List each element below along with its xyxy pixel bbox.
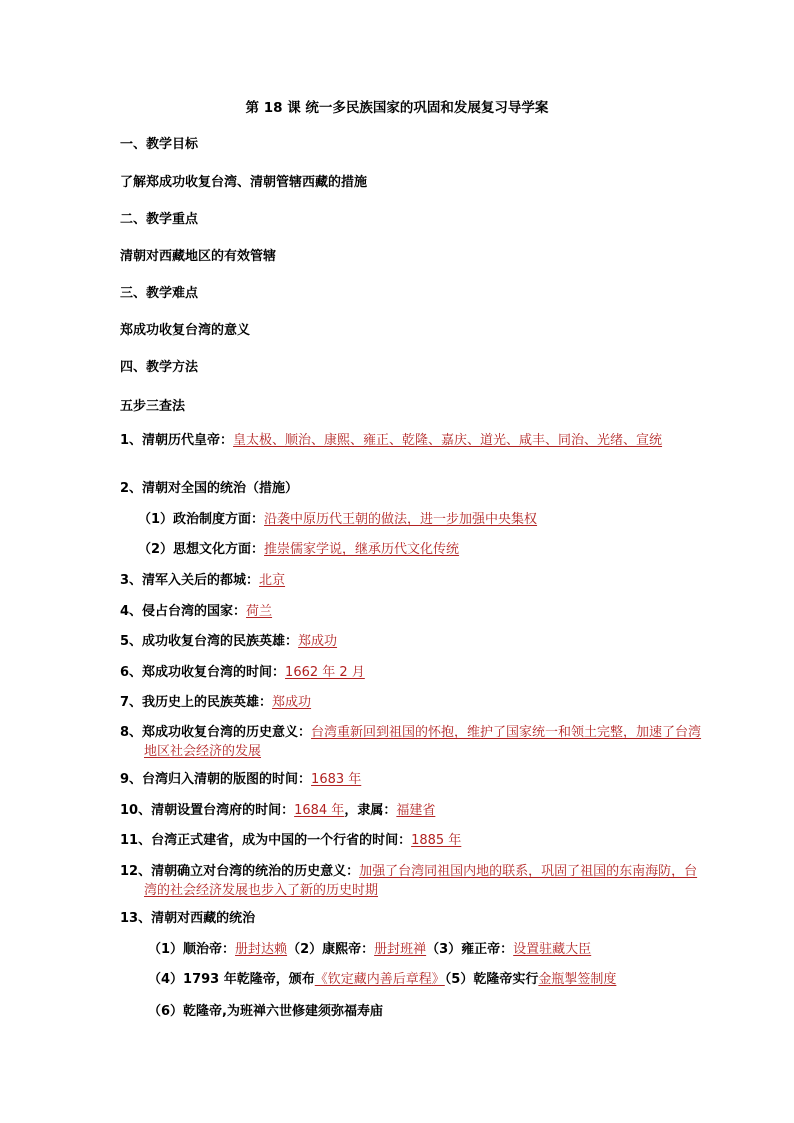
question-6-answer: 1662 年 2 月 (285, 665, 365, 680)
question-3 (120, 571, 680, 590)
question-9 (120, 770, 680, 789)
question-11 (120, 831, 680, 850)
question-13-qianlong-label: （4）1793 年乾隆帝，颁布 (148, 972, 315, 987)
question-13-yongzheng-label: （3）雍正帝： (426, 942, 514, 957)
section-heading-methods: 四、教学方法 (120, 360, 199, 375)
question-1-label: 1、清朝历代皇帝： (120, 433, 234, 448)
section-heading-objectives: 一、教学目标 (120, 137, 199, 152)
methods-text: 五步三查法 (120, 399, 186, 414)
question-2-culture-label: （2）思想文化方面： (138, 542, 265, 557)
question-1 (120, 431, 704, 450)
question-5-answer: 郑成功 (298, 634, 338, 649)
key-points-text: 清朝对西藏地区的有效管辖 (120, 249, 277, 264)
question-12-answer: 加强了台湾同祖国内地的联系，巩固了祖国的东南海防，台湾的社会经济发展也步入了新的历史时期 (144, 864, 698, 898)
question-13-row-3: （6）乾隆帝,为班禅六世修建须弥福寿庙 (148, 1004, 383, 1019)
question-10-mid: ，隶属： (344, 803, 397, 818)
question-13-jinping-label: （5）乾隆帝实行 (444, 972, 539, 987)
question-9-label: 9、台湾归入清朝的版图的时间： (120, 772, 312, 787)
question-10-label: 10、清朝设置台湾府的时间： (120, 803, 295, 818)
question-6 (120, 663, 680, 682)
question-12-label: 12、清朝确立对台湾的统治的历史意义： (120, 864, 360, 879)
question-10-answer-province: 福建省 (396, 803, 436, 818)
question-13-kangxi-label: （2）康熙帝： (287, 942, 375, 957)
question-5 (120, 632, 680, 651)
objectives-text: 了解郑成功收复台湾、清朝管辖西藏的措施 (120, 175, 368, 190)
question-2-political-answer: 沿袭中原历代王朝的做法，进一步加强中央集权 (264, 512, 538, 527)
question-5-label: 5、成功收复台湾的民族英雄： (120, 634, 299, 649)
question-10-answer-time: 1684 年 (294, 803, 345, 818)
question-11-label: 11、台湾正式建省，成为中国的一个行省的时间： (120, 833, 412, 848)
question-1-answer: 皇太极、顺治、康熙、雍正、乾隆、嘉庆、道光、咸丰、同治、光绪、宣统 (233, 433, 663, 448)
question-13-shunzhi-answer: 册封达赖 (235, 942, 288, 957)
question-2-political (138, 510, 698, 529)
question-9-answer: 1683 年 (311, 772, 362, 787)
section-heading-difficulties: 三、教学难点 (120, 286, 199, 301)
question-4 (120, 602, 680, 621)
question-4-answer: 荷兰 (246, 604, 273, 619)
question-12 (120, 862, 704, 900)
question-13-jinping-answer: 金瓶掣签制度 (538, 972, 617, 987)
question-13: 13、清朝对西藏的统治 (120, 911, 256, 926)
question-7 (120, 693, 680, 712)
question-8-label: 8、郑成功收复台湾的历史意义： (120, 725, 312, 740)
question-10 (120, 801, 680, 820)
question-4-label: 4、侵占台湾的国家： (120, 604, 247, 619)
question-8 (120, 723, 704, 761)
question-6-label: 6、郑成功收复台湾的时间： (120, 665, 286, 680)
question-2-culture-answer: 推崇儒家学说，继承历代文化传统 (264, 542, 460, 557)
question-11-answer: 1885 年 (411, 833, 462, 848)
question-3-answer: 北京 (259, 573, 286, 588)
question-13-kangxi-answer: 册封班禅 (374, 942, 427, 957)
question-2: 2、清朝对全国的统治（措施） (120, 481, 299, 496)
difficulties-text: 郑成功收复台湾的意义 (120, 323, 251, 338)
question-7-answer: 郑成功 (272, 695, 312, 710)
question-2-political-label: （1）政治制度方面： (138, 512, 265, 527)
question-2-culture (138, 540, 698, 559)
question-13-qianlong-answer: 《钦定藏内善后章程》 (314, 972, 445, 987)
question-13-row-1 (148, 940, 708, 959)
section-heading-key-points: 二、教学重点 (120, 212, 199, 227)
question-13-yongzheng-answer: 设置驻藏大臣 (513, 942, 592, 957)
page-title: 第 18 课 统一多民族国家的巩固和发展复习导学案 (245, 100, 549, 116)
question-3-label: 3、清军入关后的都城： (120, 573, 260, 588)
question-8-answer: 台湾重新回到祖国的怀抱，维护了国家统一和领土完整，加速了台湾地区社会经济的发展 (144, 725, 702, 759)
question-13-shunzhi-label: （1）顺治帝： (148, 942, 236, 957)
question-7-label: 7、我历史上的民族英雄： (120, 695, 273, 710)
question-13-row-2 (148, 970, 708, 989)
